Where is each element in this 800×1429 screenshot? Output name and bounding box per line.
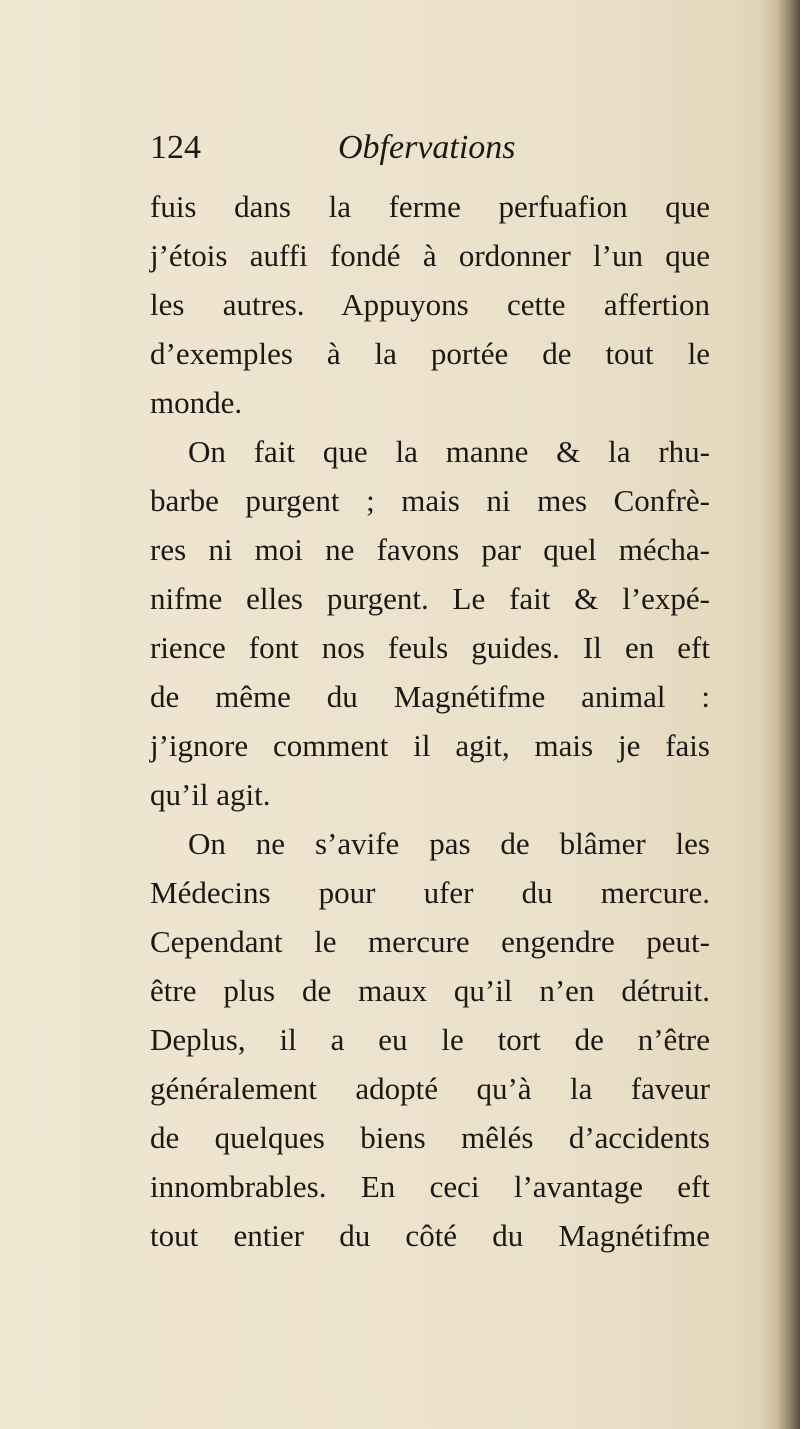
page-number: 124 — [150, 129, 201, 166]
page-header — [150, 128, 710, 178]
body-text — [150, 182, 710, 1260]
text-line: j’ignore comment il agit, mais je fais — [150, 728, 710, 763]
text-line: On ne s’avife pas de blâmer les — [188, 826, 710, 861]
text-line: Deplus, il a eu le tort de n’être — [150, 1022, 710, 1057]
text-line: tout entier du côté du Magnétifme — [150, 1218, 710, 1253]
text-line: généralement adopté qu’à la faveur — [150, 1071, 710, 1106]
text-line: monde. — [150, 385, 243, 420]
text-line: nifme elles purgent. Le fait & l’expé- — [150, 581, 710, 616]
text-line: On fait que la manne & la rhu- — [188, 434, 710, 469]
text-line: Cependant le mercure engendre peut- — [150, 924, 710, 959]
running-title: Obfervations — [338, 129, 516, 166]
text-line: de même du Magnétifme animal : — [150, 679, 710, 714]
text-line: j’étois auffi fondé à ordonner l’un que — [150, 238, 710, 273]
text-line: être plus de maux qu’il n’en détruit. — [150, 973, 710, 1008]
text-line: les autres. Appuyons cette affertion — [150, 287, 710, 322]
text-line: d’exemples à la portée de tout le — [150, 336, 710, 371]
text-line: res ni moi ne favons par quel mécha- — [150, 532, 710, 567]
text-line: fuis dans la ferme perfuafion que — [150, 189, 710, 224]
text-line: Médecins pour ufer du mercure. — [150, 875, 710, 910]
text-line: qu’il agit. — [150, 777, 271, 812]
text-line: barbe purgent ; mais ni mes Confrè- — [150, 483, 710, 518]
text-line: rience font nos feuls guides. Il en eft — [150, 630, 710, 665]
text-line: innombrables. En ceci l’avantage eft — [150, 1169, 710, 1204]
text-line: de quelques biens mêlés d’accidents — [150, 1120, 710, 1155]
page-edge-shadow — [758, 0, 800, 1429]
